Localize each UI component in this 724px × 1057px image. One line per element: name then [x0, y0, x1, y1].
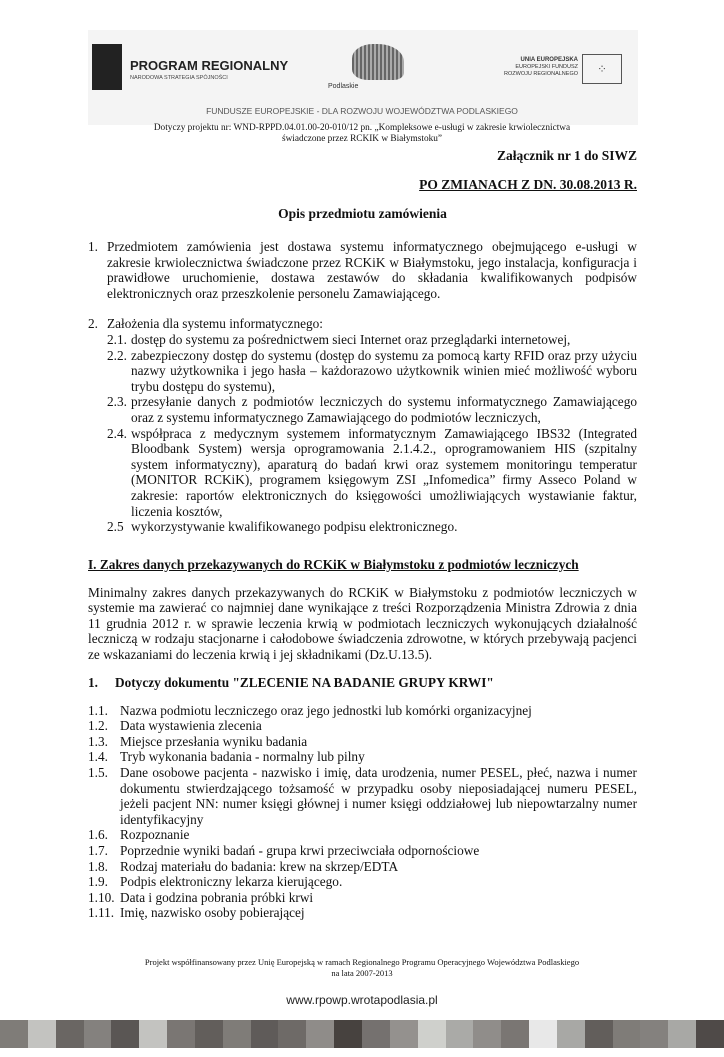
stripe-block [306, 1020, 334, 1048]
item-text: Data wystawienia zlecenia [120, 718, 262, 734]
item-text: Dane osobowe pacjenta - nazwisko i imię, data urodzenia, numer PESEL, płeć, nazwa i numer dokumentu stwierdzającego tożsamość w przypadku osoby nieposiadającej numeru PESEL, jeżeli pacjent NN: numer księgi głównej i numer księgi oddziałowej lub niepowtarzalny numer identyfikacyjny [120, 765, 637, 827]
stripe-block [473, 1020, 501, 1048]
list-item [88, 734, 637, 750]
item-number: 1.8. [88, 858, 108, 874]
document-heading-text: Dotyczy dokumentu "ZLECENIE NA BADANIE GRUPY KRWI" [115, 674, 494, 690]
amended-label-row [88, 176, 637, 193]
item-text: Miejsce przesłania wyniku badania [120, 733, 308, 749]
amended-label: PO ZMIANACH Z DN. 30.08.2013 R. [419, 177, 637, 192]
program-subtitle: NARODOWA STRATEGIA SPÓJNOŚCI [130, 75, 228, 81]
sub-item [107, 348, 637, 395]
attachment-label: Załącznik nr 1 do SIWZ [496, 148, 637, 163]
stripe-block [557, 1020, 585, 1048]
list-item [88, 874, 637, 890]
stripe-block [640, 1020, 668, 1048]
item-number: 1.9. [88, 874, 108, 890]
stripe-block [501, 1020, 529, 1048]
item-text: Rodzaj materiału do badania: krew na skrzep/EDTA [120, 858, 399, 874]
bottom-spacer [0, 1048, 724, 1057]
item-text: Poprzednie wyniki badań - grupa krwi przeciwciała odpornościowe [120, 843, 480, 858]
item-number: 1.7. [88, 843, 108, 858]
footer-text [20, 957, 704, 979]
sub-text: dostęp do systemu za pośrednictwem sieci Internet oraz przeglądarki internetowej, [131, 331, 571, 347]
list-item [88, 749, 637, 765]
stripe-block [28, 1020, 56, 1048]
stripe-block [0, 1020, 28, 1048]
item-text: Nazwa podmiotu leczniczego oraz jego jednostki lub komórki organizacyjnej [120, 702, 532, 718]
document-items-list [88, 703, 637, 921]
stripe-block [139, 1020, 167, 1048]
sub-item [107, 426, 637, 520]
list-item [88, 843, 637, 859]
list-item [88, 859, 637, 875]
sub-number: 2.3. [107, 394, 127, 410]
program-title: PROGRAM REGIONALNY [130, 58, 289, 73]
stripe-block [668, 1020, 696, 1048]
item-number: 2. [88, 316, 98, 332]
item-number: 1. [88, 239, 98, 254]
stripe-block [362, 1020, 390, 1048]
stripe-block [446, 1020, 474, 1048]
stripe-block [334, 1020, 362, 1048]
footer-line1: Projekt współfinansowany przez Unię Europejską w ramach Regionalnego Programu Operacyjnego Województwa Podlaskiego [144, 956, 580, 967]
list-item [88, 316, 637, 534]
item-number: 1.10. [88, 889, 115, 905]
list-item [88, 718, 637, 734]
item-text: Tryb wykonania badania - normalny lub pilny [120, 749, 365, 765]
item-number: 1.2. [88, 718, 108, 734]
item-number: 1.4. [88, 749, 108, 765]
footer-url: www.rpowp.wrotapodlasia.pl [286, 992, 438, 1007]
sub-text: zabezpieczony dostęp do systemu (dostęp do systemu za pomocą karty RFID oraz przy użyciu nazwy użytkownika i jego hasła – każdorazowo użytkownik winien mieć możliwość wyboru trybu dostępu do systemu), [131, 347, 637, 394]
sub-text: wykorzystywanie kwalifikowanego podpisu elektronicznego. [131, 519, 458, 535]
item-text: Imię, nazwisko osoby pobierającej [120, 905, 305, 921]
stripe-block [529, 1020, 557, 1048]
sub-text: przesyłanie danych z podmiotów leczniczych do systemu informatycznego Zamawiającego oraz z systemu informatycznego Zamawiającego do podmiotów leczniczych, [131, 394, 637, 425]
stripe-block [84, 1020, 112, 1048]
sub-item [107, 394, 637, 425]
sub-number: 2.4. [107, 425, 127, 441]
stripe-block [613, 1020, 641, 1048]
sub-item [107, 332, 637, 348]
document-heading-number: 1. [88, 674, 98, 690]
eu-line1: UNIA EUROPEJSKA [520, 57, 578, 63]
item-number: 1.1. [88, 702, 108, 718]
sub-number: 2.1. [107, 331, 127, 347]
list-item [88, 890, 637, 906]
sub-number: 2.5 [107, 519, 124, 535]
footer-line2: na lata 2007-2013 [331, 967, 393, 978]
funds-line: FUNDUSZE EUROPEJSKIE - DLA ROZWOJU WOJEWÓDZTWA PODLASKIEGO [206, 106, 518, 116]
project-line2: świadczone przez RCKIK w Białymstoku” [281, 134, 443, 144]
item-text: Podpis elektroniczny lekarza kierującego. [120, 874, 343, 890]
eu-line2: EUROPEJSKI FUNDUSZ [515, 64, 578, 70]
sub-item [107, 519, 637, 535]
stripe-block [278, 1020, 306, 1048]
stripe-block [251, 1020, 279, 1048]
item-text: Założenia dla systemu informatycznego: [107, 316, 323, 332]
item-number: 1.3. [88, 733, 108, 749]
project-line1: Dotyczy projektu nr: WND-RPPD.04.01.00-20-010/12 pn. „Kompleksowe e-usługi w zakresie krwiolecznictwa [153, 123, 571, 133]
section-paragraph: Minimalny zakres danych przekazywanych do RCKiK w Białymstoku z podmiotów leczniczych w systemie ma zawierać co najmniej dane wynikające z treści Rozporządzenia Ministra Zdrowia z dnia 11 grudnia 2012 r. w sprawie leczenia krwią w podmiotach leczniczych wykonujących działalność leczniczą w rodzaju stacjonarne i całodobowe świadczenia zdrowotne, w których przebywają pacjenci ze wskazaniami do leczenia krwią i jej składnikami (Dz.U.13.5). [88, 584, 637, 663]
document-heading [88, 675, 637, 691]
eu-flag-icon: ⁘ [582, 54, 622, 84]
stripe-block [418, 1020, 446, 1048]
list-item [88, 703, 637, 719]
section-heading: I. Zakres danych przekazywanych do RCKiK w Białymstoku z podmiotów leczniczych [88, 556, 579, 572]
list-item [88, 239, 637, 301]
item-number: 1.11. [88, 905, 115, 921]
item-text: Przedmiotem zamówienia jest dostawa systemu informatycznego obejmującego e-usługi w zakresie krwiolecznictwa świadczone przez RCKiK w Białymstoku, jego instalacja, konfiguracja i prawidłowe uruchomienie, dostawa zestawów do składania kwalifikowanych podpisów elektronicznych oraz przeszkolenie personelu Zamawiającego. [107, 239, 637, 301]
stripe-block [223, 1020, 251, 1048]
sub-number: 2.2. [107, 347, 127, 363]
project-info [20, 123, 704, 145]
list-item [88, 905, 637, 921]
item-number: 1.6. [88, 827, 108, 843]
item-text: Data i godzina pobrania próbki krwi [120, 889, 314, 905]
item-text: Rozpoznanie [120, 827, 190, 843]
list-item [88, 765, 637, 827]
footer-stripes [0, 1020, 724, 1048]
eu-line3: ROZWOJU REGIONALNEGO [504, 71, 578, 77]
stripe-block [696, 1020, 724, 1048]
item-number: 1.5. [88, 765, 108, 781]
sub-text: współpraca z medycznym systemem informatycznym Zamawiającego IBS32 (Integrated Bloodbank System) wersja oprogramowania 2.1.4.2., oprogramowaniem HIS (szpitalny system informatyczny), aparaturą do badań krwi oraz systemem monitoringu temperatur (MONITOR RCKiK), programem księgowym ZSI „Infomedica” firmy Asseco Poland w zakresie: raportów elektronicznych do księgowości umożliwiających wystawianie faktur, liczenia kosztów, [131, 425, 637, 519]
page-title: Opis przedmiotu zamówienia [278, 206, 447, 221]
stripe-block [56, 1020, 84, 1048]
stripe-block [390, 1020, 418, 1048]
stripe-block [195, 1020, 223, 1048]
podlaskie-label: Podlaskie [328, 83, 359, 90]
stripe-block [167, 1020, 195, 1048]
list-item [88, 827, 637, 843]
stripe-block [111, 1020, 139, 1048]
stripe-block [585, 1020, 613, 1048]
